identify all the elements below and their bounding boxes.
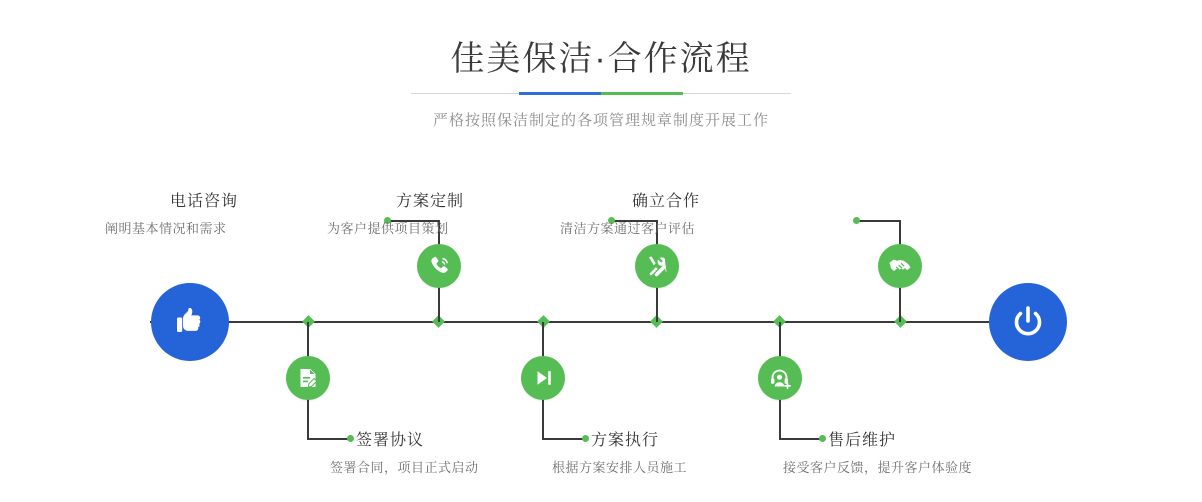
step-desc-5: 清洁方案通过客户评估 [560, 221, 696, 236]
document-edit-icon [296, 366, 320, 390]
connector-dot [819, 435, 826, 442]
timeline-axis [150, 321, 1052, 323]
connector-line [542, 438, 586, 440]
phone-call-icon [426, 253, 452, 279]
power-icon [1007, 301, 1049, 343]
connector-dot [582, 435, 589, 442]
page-title: 佳美保洁·合作流程 [450, 40, 752, 78]
connector-dot [347, 435, 354, 442]
title-divider [411, 92, 791, 95]
step-title-4: 方案执行 [591, 432, 660, 449]
play-next-icon [531, 366, 555, 390]
page-subtitle: 严格按照保洁制定的各项管理规章制度开展工作 [432, 112, 769, 129]
step-node-4[interactable] [521, 356, 565, 400]
step-node-5[interactable] [878, 244, 922, 288]
step-title-3: 方案定制 [396, 193, 465, 210]
flow-end-marker [989, 283, 1067, 361]
step-desc-1: 阐明基本情况和需求 [105, 221, 227, 236]
process-flow-diagram [0, 150, 1202, 502]
divider-green-segment [601, 92, 683, 95]
step-node-2[interactable] [286, 356, 330, 400]
step-desc-4: 根据方案安排人员施工 [552, 460, 688, 475]
step-desc-2: 签署合同，项目正式启动 [330, 460, 479, 475]
support-agent-icon [768, 366, 793, 391]
flow-start-marker [151, 283, 229, 361]
step-title-2: 签署协议 [356, 432, 425, 449]
connector-line [857, 220, 901, 222]
step-node-3[interactable] [635, 244, 679, 288]
step-title-6: 售后维护 [828, 432, 897, 449]
connector-line [307, 438, 351, 440]
connector-dot [853, 217, 860, 224]
step-node-1[interactable] [417, 244, 461, 288]
step-desc-6: 接受客户反馈，提升客户体验度 [783, 460, 973, 475]
step-desc-3: 为客户提供项目策划 [327, 221, 449, 236]
page-header [0, 0, 1202, 130]
connector-line [779, 438, 823, 440]
step-title-5: 确立合作 [632, 193, 701, 210]
tools-icon [644, 253, 670, 279]
step-node-6[interactable] [758, 356, 802, 400]
thumbs-up-icon [170, 302, 210, 342]
divider-blue-segment [519, 92, 601, 95]
handshake-icon [887, 253, 913, 279]
step-title-1: 电话咨询 [170, 193, 239, 210]
